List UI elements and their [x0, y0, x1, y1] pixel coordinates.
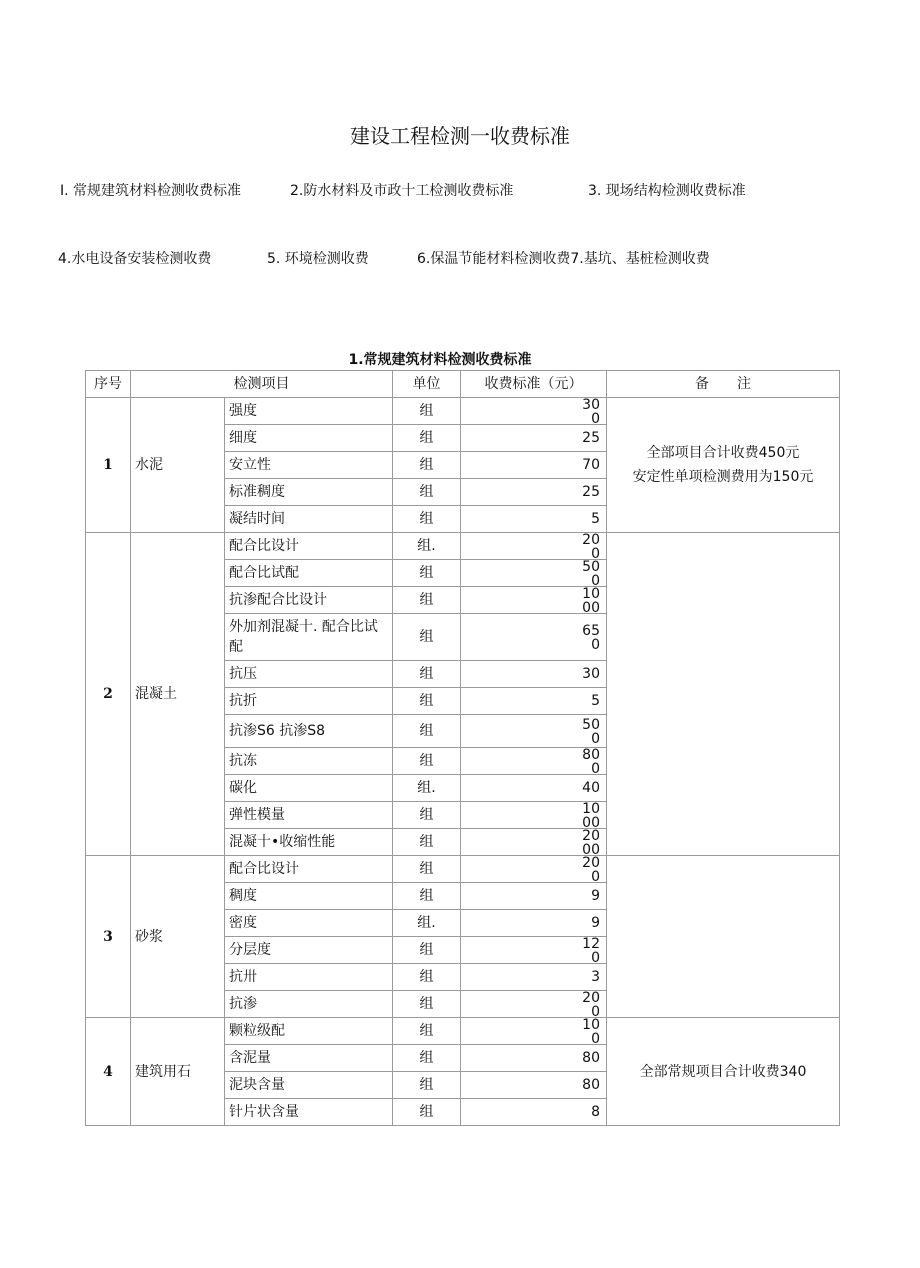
item-unit: 组	[393, 802, 461, 829]
item-fee	[461, 533, 607, 560]
item-name: 抗冻	[225, 748, 393, 775]
item-fee	[461, 425, 607, 452]
fee-table	[85, 370, 840, 1126]
item-fee	[461, 1018, 607, 1045]
item-fee	[461, 802, 607, 829]
item-fee	[461, 661, 607, 688]
group-name: 建筑用石	[131, 1018, 225, 1126]
item-name: 配合比试配	[225, 560, 393, 587]
item-unit: 组	[393, 506, 461, 533]
item-unit: 组.	[393, 533, 461, 560]
item-name: 抗卅	[225, 964, 393, 991]
toc-item-3: 3. 现场结构检测收费标准	[588, 183, 746, 199]
group-number: 4	[86, 1018, 131, 1126]
item-name: 抗折	[225, 688, 393, 715]
item-name: 稠度	[225, 883, 393, 910]
item-fee	[461, 937, 607, 964]
item-name: 含泥量	[225, 1045, 393, 1072]
toc-item-1: I. 常规建筑材料检测收费标准	[60, 183, 242, 199]
note-line: 全部常规项目合计收费340	[639, 1063, 807, 1080]
item-fee	[461, 688, 607, 715]
item-unit: 组	[393, 748, 461, 775]
header-item: 检测项目	[131, 371, 393, 398]
item-fee	[461, 506, 607, 533]
group-number: 3	[86, 856, 131, 1018]
note-line: 全部项目合计收费450元	[646, 445, 800, 461]
group-note	[607, 1018, 840, 1126]
fee-value: 200	[582, 533, 600, 559]
fee-value: 80	[582, 1078, 600, 1092]
fee-value: 25	[582, 485, 600, 499]
note-line: 安定性单项检测费用为150元	[632, 469, 814, 485]
group-name: 水泥	[131, 398, 225, 533]
group-note	[607, 856, 840, 1018]
item-fee	[461, 856, 607, 883]
table-header-row	[86, 371, 840, 398]
group-number: 2	[86, 533, 131, 856]
fee-value: 70	[582, 458, 600, 472]
fee-value: 800	[582, 748, 600, 774]
table-row	[86, 856, 840, 883]
item-unit: 组	[393, 688, 461, 715]
item-name: 配合比设计	[225, 856, 393, 883]
item-name: 弹性模量	[225, 802, 393, 829]
fee-value: 1000	[582, 587, 600, 613]
group-name: 混凝土	[131, 533, 225, 856]
item-fee	[461, 748, 607, 775]
item-name: 抗压	[225, 661, 393, 688]
toc-item-4: 4.水电设备安装检测收费	[58, 251, 212, 267]
item-fee	[461, 1045, 607, 1072]
fee-value: 5	[591, 512, 600, 526]
item-unit: 组	[393, 991, 461, 1018]
item-unit: 组	[393, 398, 461, 425]
item-unit: 组	[393, 883, 461, 910]
item-name: 颗粒级配	[225, 1018, 393, 1045]
item-unit: 组	[393, 614, 461, 661]
item-fee	[461, 398, 607, 425]
item-fee	[461, 479, 607, 506]
item-name: 外加剂混凝十. 配合比试配	[225, 614, 393, 661]
fee-value: 500	[582, 560, 600, 586]
item-unit: 组	[393, 937, 461, 964]
document-title: 建设工程检测一收费标准	[350, 124, 570, 148]
fee-value: 120	[582, 937, 600, 963]
item-fee	[461, 991, 607, 1018]
toc-item-6: 6.保温节能材料检测收费7.基坑、基桩检测收费	[417, 251, 710, 267]
group-number: 1	[86, 398, 131, 533]
item-unit: 组	[393, 587, 461, 614]
item-unit: 组.	[393, 775, 461, 802]
item-name: 密度	[225, 910, 393, 937]
group-name: 砂浆	[131, 856, 225, 1018]
item-unit: 组	[393, 1045, 461, 1072]
item-fee	[461, 452, 607, 479]
item-unit: 组	[393, 560, 461, 587]
fee-value: 200	[582, 856, 600, 882]
item-name: 配合比设计	[225, 533, 393, 560]
item-name: 抗渗S6 抗渗S8	[225, 715, 393, 748]
group-note	[607, 533, 840, 856]
item-name: 强度	[225, 398, 393, 425]
fee-value: 80	[582, 1051, 600, 1065]
table-row	[86, 533, 840, 560]
item-unit: 组	[393, 452, 461, 479]
item-name: 混凝十•收缩性能	[225, 829, 393, 856]
item-fee	[461, 1099, 607, 1126]
fee-value: 100	[582, 1018, 600, 1044]
item-fee	[461, 829, 607, 856]
fee-value: 650	[582, 624, 600, 650]
item-fee	[461, 883, 607, 910]
item-unit: 组	[393, 964, 461, 991]
item-unit: 组.	[393, 910, 461, 937]
item-fee	[461, 775, 607, 802]
item-fee	[461, 587, 607, 614]
item-fee	[461, 910, 607, 937]
item-fee	[461, 560, 607, 587]
item-name: 分层度	[225, 937, 393, 964]
item-unit: 组	[393, 425, 461, 452]
header-fee: 收费标准（元）	[461, 371, 607, 398]
item-fee	[461, 1072, 607, 1099]
table-row	[86, 1018, 840, 1045]
item-name: 安立性	[225, 452, 393, 479]
item-unit: 组	[393, 1018, 461, 1045]
fee-value: 5	[591, 694, 600, 708]
fee-value: 30	[582, 667, 600, 681]
fee-value: 200	[582, 991, 600, 1017]
fee-value: 40	[582, 781, 600, 795]
item-name: 碳化	[225, 775, 393, 802]
item-fee	[461, 614, 607, 661]
item-unit: 组	[393, 661, 461, 688]
fee-value: 3	[591, 970, 600, 984]
table-caption: 1.常规建筑材料检测收费标准	[348, 352, 532, 368]
item-name: 泥块含量	[225, 1072, 393, 1099]
header-no: 序号	[86, 371, 131, 398]
item-unit: 组	[393, 1072, 461, 1099]
item-name: 标准稠度	[225, 479, 393, 506]
fee-value: 9	[591, 889, 600, 903]
fee-value: 9	[591, 916, 600, 930]
item-name: 细度	[225, 425, 393, 452]
fee-value: 2000	[582, 829, 600, 855]
item-name: 凝结时间	[225, 506, 393, 533]
item-name: 抗渗配合比设计	[225, 587, 393, 614]
header-note: 备 注	[607, 371, 840, 398]
fee-value: 8	[591, 1105, 600, 1119]
item-name: 抗渗	[225, 991, 393, 1018]
toc-item-2: 2.防水材料及市政十工检测收费标准	[290, 183, 514, 199]
fee-value: 300	[582, 398, 600, 424]
header-unit: 单位	[393, 371, 461, 398]
group-note	[607, 398, 840, 533]
item-unit: 组	[393, 1099, 461, 1126]
item-unit: 组	[393, 715, 461, 748]
item-unit: 组	[393, 479, 461, 506]
item-fee	[461, 715, 607, 748]
item-name: 针片状含量	[225, 1099, 393, 1126]
fee-value: 1000	[582, 802, 600, 828]
table-row	[86, 398, 840, 425]
toc-item-5: 5. 环境检测收费	[267, 251, 369, 267]
fee-value: 500	[582, 718, 600, 744]
item-unit: 组	[393, 856, 461, 883]
fee-value: 25	[582, 431, 600, 445]
item-fee	[461, 964, 607, 991]
item-unit: 组	[393, 829, 461, 856]
